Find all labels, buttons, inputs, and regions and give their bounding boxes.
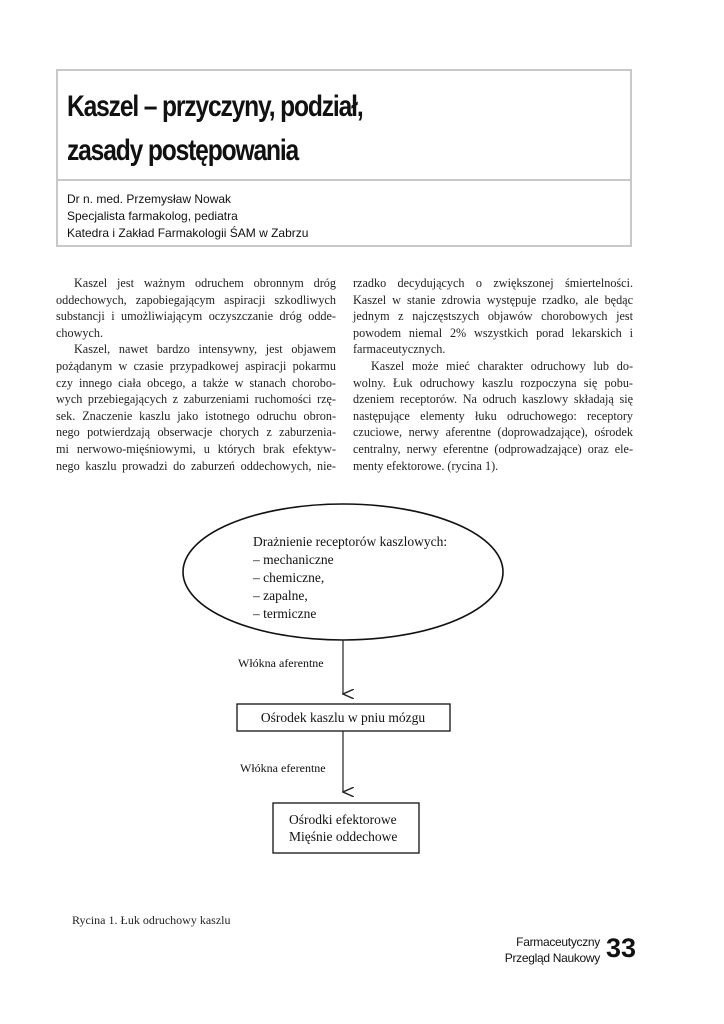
efferent-fibers-label: Włókna eferentne <box>240 761 326 775</box>
left-line-1: Kaszel jest ważnym odruchem obronnym dróg <box>74 276 336 290</box>
left-line-12: nego kaszlu prowadzi do zaburzeń oddechowych, nie- <box>56 458 336 473</box>
afferent-fibers-label: Włókna aferentne <box>238 656 324 670</box>
left-line-10: nego potwierdzają obserwacje chorych z zaburzenia- <box>56 425 336 440</box>
effector-line-2: Mięśnie oddechowe <box>289 829 398 844</box>
right-line-8: dzeniem receptorów. Na odruch kaszlowy składają się <box>353 392 633 407</box>
left-line-4: chowych. <box>56 325 104 340</box>
left-line-8: wych przebiegających z zaburzeniami ruchomości rzę- <box>56 392 336 407</box>
left-line-3: substancji i umożliwiającym oczyszczanie dróg odde- <box>56 309 336 324</box>
right-line-4: powodem niemal 2% wszystkich porad lekarskich i <box>353 325 633 340</box>
effector-line-1: Ośrodki efektorowe <box>289 812 397 827</box>
left-line-7: czy innego ciała obcego, a także w stanach chorobo- <box>56 375 336 390</box>
right-line-6: Kaszel może mieć charakter odruchowy lub do- <box>371 358 633 373</box>
ellipse-item-thermal: – termiczne <box>253 606 317 621</box>
right-line-10: czuciowe, nerwy aferentne (doprowadzające), ośrodek <box>353 425 633 440</box>
right-line-5: farmaceutycznych. <box>353 342 446 357</box>
ellipse-item-inflammatory: – zapalne, <box>253 588 308 603</box>
ellipse-item-mechanical: – mechaniczne <box>253 552 334 567</box>
right-line-1: rzadko decydujących o zwiększonej śmiertelności. <box>353 276 633 290</box>
left-line-6: pożądanym w czasie przypadkowej aspiracji pokarmu <box>56 358 336 373</box>
cough-center-label: Ośrodek kaszlu w pniu mózgu <box>260 710 426 725</box>
ellipse-item-chemical: – chemiczne, <box>253 570 325 585</box>
left-line-9: sek. Znaczenie kaszlu jako istotnego odruchu obron- <box>56 408 336 423</box>
effector-box <box>273 803 419 853</box>
author-name: Dr n. med. Przemysław Nowak <box>67 192 232 206</box>
left-line-5: Kaszel, nawet bardzo intensywny, jest objawem <box>74 342 336 357</box>
title-line-1: Kaszel – przyczyny, podział, <box>67 90 363 123</box>
right-line-11: centralny, nerwy eferentne (odprowadzające) oraz ele- <box>353 441 633 456</box>
author-affiliation: Katedra i Zakład Farmakologii ŚAM w Zabrzu <box>67 226 309 240</box>
right-line-9: następujące elementy łuku odruchowego: receptory <box>353 408 633 423</box>
journal-name-line-1: Farmaceutyczny <box>516 935 600 949</box>
figure-caption: Rycina 1. Łuk odruchowy kaszlu <box>72 913 231 927</box>
author-specialty: Specjalista farmakolog, pediatra <box>67 209 238 223</box>
ellipse-title: Drażnienie receptorów kaszlowych: <box>253 534 448 549</box>
right-line-7: wolny. Łuk odruchowy kaszlu rozpoczyna się pobu- <box>353 375 633 390</box>
left-line-2: oddechowych, zapobiegającym aspiracji szkodliwych <box>56 292 336 307</box>
journal-name-line-2: Przegląd Naukowy <box>504 951 600 965</box>
right-line-3: jednym z najczęstszych objawów chorobowych jest <box>353 309 633 324</box>
receptor-stimulation-ellipse <box>183 504 503 640</box>
title-line-2: zasady postępowania <box>67 134 299 167</box>
left-line-11: mi nerwowo-mięśniowymi, u których brak efektyw- <box>56 441 336 456</box>
journal-name <box>470 934 600 966</box>
right-line-2: Kaszel w stanie zdrowia występuje rzadko, ale będąc <box>353 292 633 307</box>
page-number: 33 <box>606 933 637 963</box>
right-line-12: menty efektorowe. (rycina 1). <box>353 458 499 473</box>
